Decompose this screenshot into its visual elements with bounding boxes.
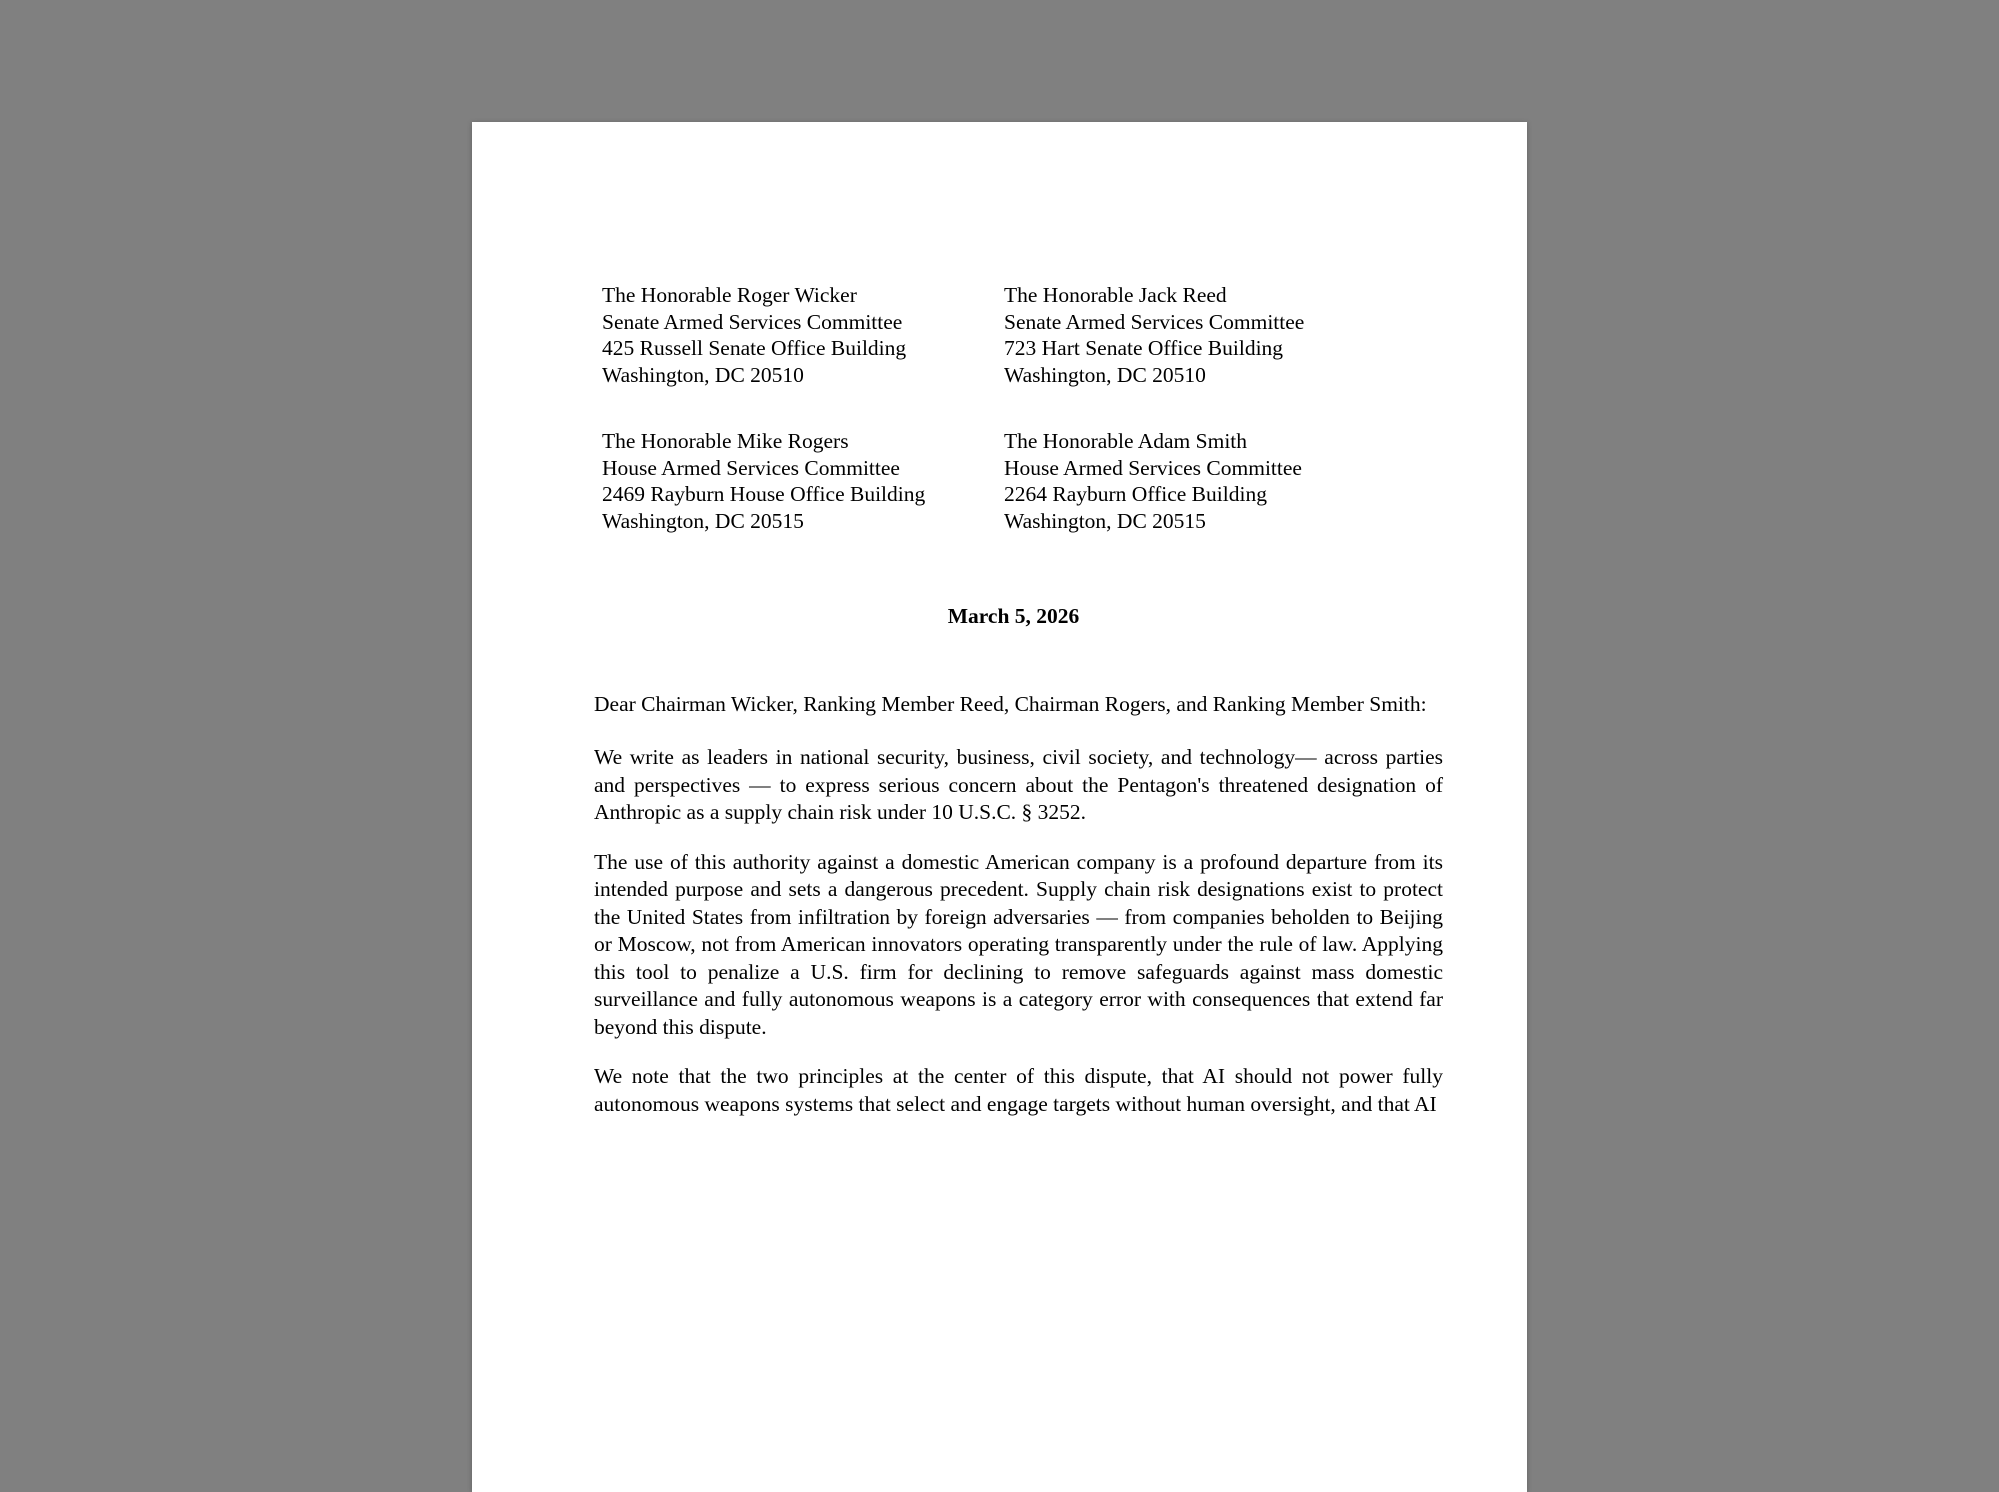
- body-paragraph: We note that the two principles at the center of this dispute, that AI should not power fully autonomous weapons systems that select and engage targets without human oversight, and that AI: [594, 1064, 1443, 1116]
- recipient-committee: Senate Armed Services Committee: [602, 309, 903, 334]
- address-block: [1004, 282, 1406, 388]
- address-block: [602, 282, 1004, 388]
- recipient-city: Washington, DC 20510: [1004, 362, 1206, 387]
- recipient-city: Washington, DC 20510: [602, 362, 804, 387]
- recipient-street: 2264 Rayburn Office Building: [1004, 482, 1267, 506]
- letter-date: March 5, 2026: [947, 604, 1080, 628]
- address-block: [602, 428, 1004, 534]
- recipient-name: The Honorable Mike Rogers: [602, 429, 849, 453]
- recipient-addresses: [602, 282, 1443, 534]
- recipient-committee: Senate Armed Services Committee: [1004, 309, 1305, 334]
- recipient-street: 723 Hart Senate Office Building: [1004, 336, 1284, 360]
- recipient-name: The Honorable Roger Wicker: [602, 283, 857, 307]
- recipient-street: 2469 Rayburn House Office Building: [602, 482, 926, 506]
- recipient-name: The Honorable Jack Reed: [1004, 283, 1227, 307]
- document-page: [472, 122, 1527, 1492]
- recipient-committee: House Armed Services Committee: [602, 455, 900, 480]
- page-content: [472, 122, 1527, 1200]
- recipient-city: Washington, DC 20515: [602, 508, 804, 533]
- recipient-street: 425 Russell Senate Office Building: [602, 336, 907, 360]
- address-row: [602, 282, 1443, 388]
- letter-body: [594, 744, 1443, 1118]
- address-block: [1004, 428, 1406, 534]
- address-row: [602, 428, 1443, 534]
- body-paragraph: The use of this authority against a domestic American company is a profound departure from its intended purpose and sets a dangerous precedent. Supply chain risk designations exist to protect the United States from infiltration by foreign adversaries — from companies beholden to Beijing or Moscow, not from American innovators operating transparently under the rule of law. Applying this tool to penalize a U.S. firm for declining to remove safeguards against mass domestic surveillance and fully autonomous weapons is a category error with consequences that extend far beyond this dispute.: [594, 849, 1443, 1039]
- recipient-committee: House Armed Services Committee: [1004, 455, 1302, 480]
- letter-salutation: Dear Chairman Wicker, Ranking Member Reed, Chairman Rogers, and Ranking Member Smith:: [594, 692, 1427, 716]
- recipient-name: The Honorable Adam Smith: [1004, 429, 1248, 453]
- recipient-city: Washington, DC 20515: [1004, 508, 1206, 533]
- body-paragraph: We write as leaders in national security, business, civil society, and technology— across parties and perspectives — to express serious concern about the Pentagon's threatened designation of Anthropic as a supply chain risk under 10 U.S.C. § 3252.: [594, 745, 1443, 824]
